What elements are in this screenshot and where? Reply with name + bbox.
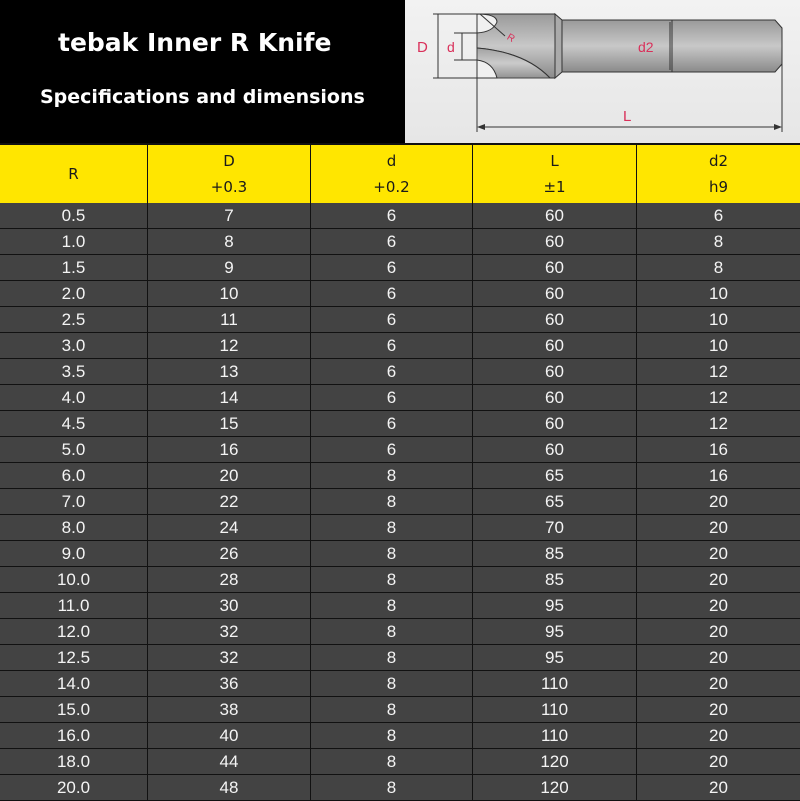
table-cell: 24 [148, 515, 311, 540]
table-row [0, 411, 800, 437]
table-cell: 6 [311, 411, 473, 436]
table-cell: 65 [473, 489, 637, 514]
table-cell: 4.5 [0, 411, 148, 436]
table-cell: 85 [473, 567, 637, 592]
table-cell: 60 [473, 437, 637, 462]
table-cell: 60 [473, 333, 637, 358]
table-cell: 20 [709, 777, 728, 797]
table-cell: 30 [148, 593, 311, 618]
table-cell: 20 [709, 621, 728, 641]
table-cell: 110 [473, 697, 637, 722]
svg-text:d2: d2 [638, 39, 654, 55]
table-row [0, 697, 800, 723]
table-cell: 20 [709, 673, 728, 693]
table-cell: 12 [709, 361, 728, 381]
header-cell-d-outer: D +0.3 [148, 145, 311, 203]
table-cell: 1.0 [0, 229, 148, 254]
table-cell: 20 [709, 543, 728, 563]
svg-text:D: D [417, 39, 428, 56]
table-cell: 12.0 [0, 619, 148, 644]
table-cell: 8 [311, 593, 473, 618]
table-cell: 6 [713, 205, 724, 225]
table-cell: 8 [311, 749, 473, 774]
spec-table [0, 143, 800, 801]
table-cell: 20 [709, 699, 728, 719]
table-cell: 6 [311, 229, 473, 254]
table-cell: 11 [148, 307, 311, 332]
table-row [0, 281, 800, 307]
table-cell: 14 [148, 385, 311, 410]
table-row [0, 489, 800, 515]
table-cell: 8 [311, 567, 473, 592]
table-cell: 7.0 [0, 489, 148, 514]
table-cell: 28 [148, 567, 311, 592]
table-cell: 8 [311, 463, 473, 488]
table-cell: 60 [473, 359, 637, 384]
table-cell: 5.0 [0, 437, 148, 462]
table-cell: 6 [311, 255, 473, 280]
table-cell: 12 [709, 387, 728, 407]
table-row [0, 359, 800, 385]
table-cell: 10 [709, 309, 728, 329]
table-cell: 1.5 [0, 255, 148, 280]
table-cell: 7 [148, 203, 311, 228]
table-cell: 18.0 [0, 749, 148, 774]
table-row [0, 385, 800, 411]
table-cell: 36 [148, 671, 311, 696]
table-cell: 60 [473, 411, 637, 436]
table-cell: 20.0 [0, 775, 148, 800]
table-cell: 32 [148, 619, 311, 644]
table-cell: 8 [311, 671, 473, 696]
table-cell: 16 [709, 439, 728, 459]
table-cell: 9 [148, 255, 311, 280]
table-cell: 110 [473, 723, 637, 748]
table-row [0, 723, 800, 749]
table-row [0, 515, 800, 541]
table-cell: 38 [148, 697, 311, 722]
table-cell: 8 [311, 775, 473, 800]
table-cell: 20 [709, 517, 728, 537]
table-cell: 6 [311, 307, 473, 332]
table-cell: 15 [148, 411, 311, 436]
table-cell: 110 [473, 671, 637, 696]
table-cell: 8 [148, 229, 311, 254]
table-cell: 95 [473, 619, 637, 644]
header-cell-d-inner: d +0.2 [311, 145, 473, 203]
table-row [0, 567, 800, 593]
table-cell: 120 [473, 775, 637, 800]
svg-text:R: R [504, 31, 517, 45]
table-cell: 10 [148, 281, 311, 306]
table-row [0, 229, 800, 255]
table-row [0, 255, 800, 281]
table-cell: 2.0 [0, 281, 148, 306]
table-cell: 10 [709, 335, 728, 355]
page-title: tebak Inner R Knife [58, 28, 332, 57]
table-cell: 8.0 [0, 515, 148, 540]
table-cell: 20 [709, 491, 728, 511]
table-cell: 60 [473, 229, 637, 254]
table-cell: 8 [311, 619, 473, 644]
table-cell: 22 [148, 489, 311, 514]
table-row [0, 463, 800, 489]
table-cell: 13 [148, 359, 311, 384]
table-row [0, 203, 800, 229]
table-cell: 12.5 [0, 645, 148, 670]
table-row [0, 593, 800, 619]
table-cell: 8 [311, 723, 473, 748]
table-row [0, 437, 800, 463]
table-cell: 6.0 [0, 463, 148, 488]
table-cell: 6 [311, 281, 473, 306]
table-cell: 16.0 [0, 723, 148, 748]
table-cell: 10 [709, 283, 728, 303]
svg-text:L: L [623, 108, 632, 125]
banner [0, 0, 800, 145]
table-row [0, 749, 800, 775]
table-cell: 20 [709, 647, 728, 667]
table-cell: 3.0 [0, 333, 148, 358]
table-cell: 8 [311, 515, 473, 540]
table-cell: 48 [148, 775, 311, 800]
table-cell: 8 [311, 697, 473, 722]
table-cell: 65 [473, 463, 637, 488]
table-row [0, 775, 800, 801]
table-cell: 3.5 [0, 359, 148, 384]
tool-dimension-diagram [405, 0, 800, 143]
table-cell: 8 [311, 541, 473, 566]
table-body [0, 203, 800, 801]
table-cell: 6 [311, 359, 473, 384]
table-row [0, 671, 800, 697]
table-cell: 95 [473, 645, 637, 670]
cutter-drawing-icon [405, 0, 800, 143]
table-row [0, 619, 800, 645]
table-cell: 20 [709, 595, 728, 615]
table-cell: 26 [148, 541, 311, 566]
table-row [0, 333, 800, 359]
table-cell: 11.0 [0, 593, 148, 618]
table-cell: 6 [311, 385, 473, 410]
table-cell: 60 [473, 203, 637, 228]
table-row [0, 307, 800, 333]
table-header [0, 143, 800, 203]
table-cell: 6 [311, 437, 473, 462]
table-cell: 6 [311, 333, 473, 358]
table-cell: 20 [709, 569, 728, 589]
table-cell: 8 [311, 645, 473, 670]
title-panel [0, 0, 405, 145]
table-cell: 70 [473, 515, 637, 540]
table-cell: 60 [473, 281, 637, 306]
page-subtitle: Specifications and dimensions [40, 86, 365, 108]
table-row [0, 541, 800, 567]
table-cell: 4.0 [0, 385, 148, 410]
table-cell: 95 [473, 593, 637, 618]
table-cell: 44 [148, 749, 311, 774]
table-row [0, 645, 800, 671]
table-cell: 8 [713, 257, 724, 277]
table-cell: 10.0 [0, 567, 148, 592]
header-cell-r: R [0, 145, 148, 203]
table-cell: 20 [709, 751, 728, 771]
table-cell: 120 [473, 749, 637, 774]
table-cell: 16 [148, 437, 311, 462]
table-cell: 12 [709, 413, 728, 433]
table-cell: 12 [148, 333, 311, 358]
table-cell: 32 [148, 645, 311, 670]
table-cell: 60 [473, 255, 637, 280]
table-cell: 16 [709, 465, 728, 485]
svg-text:d: d [447, 39, 455, 55]
header-cell-l: L ±1 [473, 145, 637, 203]
table-cell: 60 [473, 385, 637, 410]
table-cell: 2.5 [0, 307, 148, 332]
table-cell: 40 [148, 723, 311, 748]
table-cell: 20 [709, 725, 728, 745]
header-cell-d2: d2 h9 [708, 152, 729, 196]
table-cell: 20 [148, 463, 311, 488]
table-cell: 14.0 [0, 671, 148, 696]
table-cell: 8 [311, 489, 473, 514]
table-cell: 85 [473, 541, 637, 566]
table-cell: 0.5 [0, 203, 148, 228]
table-cell: 60 [473, 307, 637, 332]
table-cell: 9.0 [0, 541, 148, 566]
table-cell: 15.0 [0, 697, 148, 722]
table-cell: 6 [311, 203, 473, 228]
table-cell: 8 [713, 231, 724, 251]
